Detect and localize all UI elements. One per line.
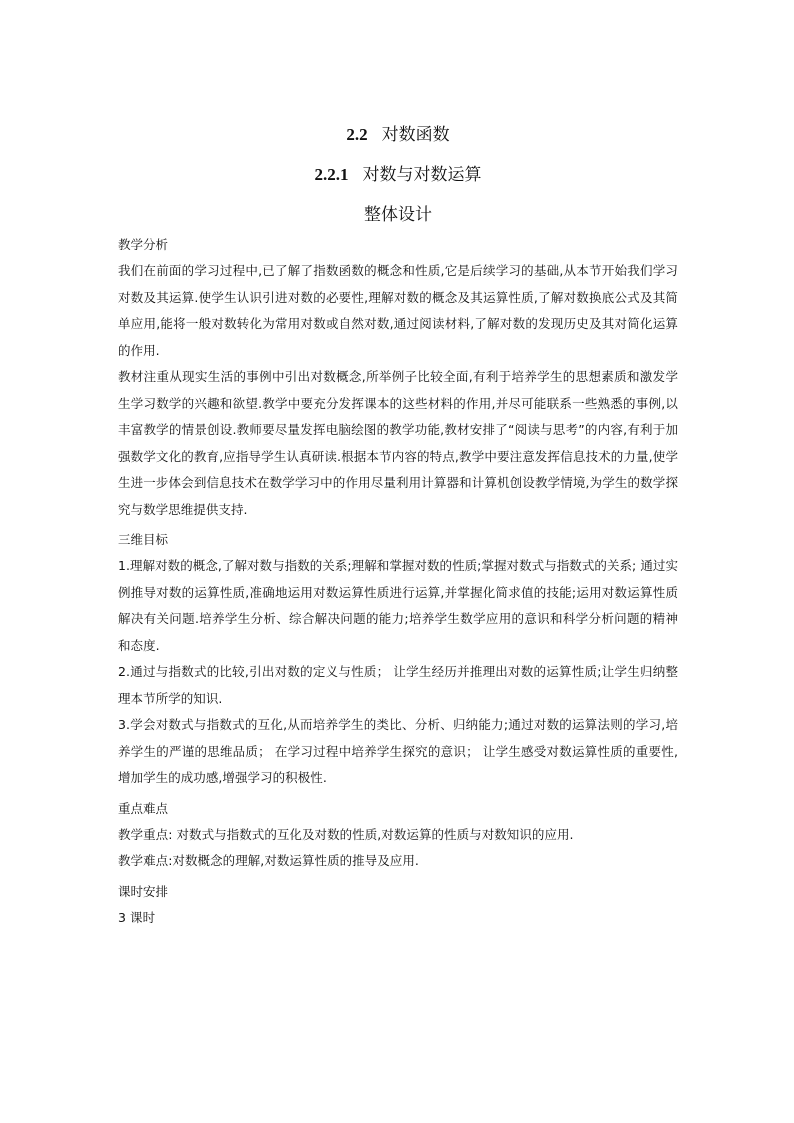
subsection-number: 2.2.1 [314,165,349,184]
goal-item-2: 2.通过与指数式的比较,引出对数的定义与性质； 让学生经历并推理出对数的运算性质;让学生归纳整理本节所学的知识. [118,664,678,706]
analysis-heading: 教学分析 [118,237,169,252]
schedule-heading: 课时安排 [118,883,169,899]
difficult-point: 教学难点:对数概念的理解,对数运算性质的推导及应用. [118,853,419,868]
goal-item-3: 3.学会对数式与指数式的互化,从而培养学生的类比、分析、归纳能力;通过对数的运算法则的学习,培养学生的严谨的思维品质； 在学习过程中培养学生探究的意识； 让学生感受对数运算性质的重要性,增加学生的成功感,增强学习的积极性. [118,717,678,785]
section-title-text: 对数函数 [381,125,450,145]
section-number: 2.2 [346,125,368,144]
key-point: 教学重点: 对数式与指数式的互化及对数的性质,对数运算的性质与对数知识的应用. [118,826,574,842]
subsection-title [118,164,678,186]
design-title: 整体设计 [364,205,432,225]
schedule-value: 3 课时 [118,909,156,925]
section-title [118,124,678,146]
key-points-heading: 重点难点 [118,800,169,816]
analysis-paragraph-2: 教材注重从现实生活的事例中引出对数概念,所举例子比较全面,有利于培养学生的思想素质和激发学生学习数学的兴趣和欲望.教学中要充分发挥课本的这些材料的作用,并尽可能联系一些熟悉的事例,以丰富教学的情景创设.教师要尽量发挥电脑绘图的教学功能,教材安排了“阅读与思考”的内容,有利于加强数学文化的教育,应指导学生认真研读.根据本节内容的特点,教学中要注意发挥信息技术的力量,使学生进一步体会到信息技术在数学学习中的作用尽量利用计算器和计算机创设教学情境,为学生的数学探究与数学思维提供支持. [118,369,678,517]
document-content [118,124,678,931]
goals-heading: 三维目标 [118,532,169,547]
subsection-title-text: 对数与对数运算 [362,165,482,185]
goal-item-1: 1.理解对数的概念,了解对数与指数的关系;理解和掌握对数的性质;掌握对数式与指数式的关系; 通过实例推导对数的运算性质,准确地运用对数运算性质进行运算,并掌握化简求值的技能;运用对数运算性质解决有关问题.培养学生分析、综合解决问题的能力;培养学生数学应用的意识和科学分析问题的精神和态度. [118,558,678,653]
analysis-paragraph-1: 我们在前面的学习过程中,已了解了指数函数的概念和性质,它是后续学习的基础,从本节开始我们学习对数及其运算.使学生认识引进对数的必要性,理解对数的概念及其运算性质,了解对数换底公式及其简单应用,能将一般对数转化为常用对数或自然对数,通过阅读材料,了解对数的发现历史及其对简化运算的作用. [118,263,678,358]
